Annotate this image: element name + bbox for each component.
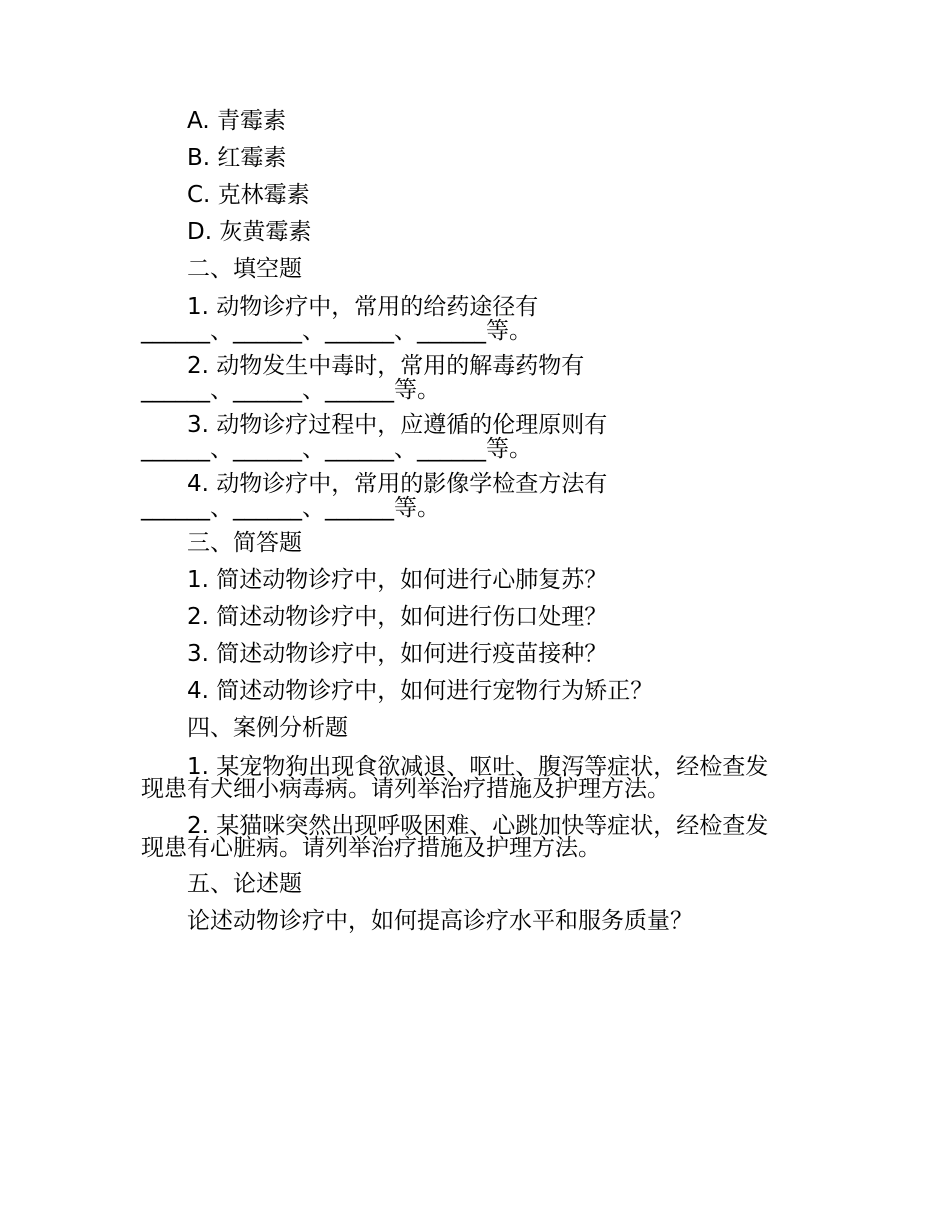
case-question-2: 2. 某猫咪突然出现呼吸困难、心跳加快等症状，经检查发 [187, 813, 769, 839]
option-d: D. 灰黄霉素 [187, 219, 312, 245]
case-question-1: 1. 某宠物狗出现食欲减退、呕吐、腹泻等症状，经检查发 [187, 754, 769, 780]
case-question-1-cont: 现患有犬细小病毒病。请列举治疗措施及护理方法。 [141, 776, 670, 802]
fill-question-2: 2. 动物发生中毒时，常用的解毒药物有 [187, 353, 585, 379]
essay-question: 论述动物诊疗中，如何提高诊疗水平和服务质量？ [187, 908, 693, 934]
fill-question-4: 4. 动物诊疗中，常用的影像学检查方法有 [187, 471, 608, 497]
option-a: A. 青霉素 [187, 108, 286, 134]
fill-question-4-blanks: ______、______、______等。 [141, 495, 440, 521]
fill-question-1-blanks: ______、______、______、______等。 [141, 318, 532, 344]
fill-question-1: 1. 动物诊疗中，常用的给药途径有 [187, 294, 539, 320]
case-question-2-cont: 现患有心脏病。请列举治疗措施及护理方法。 [141, 835, 601, 861]
option-c: C. 克林霉素 [187, 182, 310, 208]
short-question-4: 4. 简述动物诊疗中，如何进行宠物行为矫正？ [187, 678, 654, 704]
section-heading-essay: 五、论述题 [187, 871, 302, 897]
fill-question-3-blanks: ______、______、______、______等。 [141, 436, 532, 462]
fill-question-3: 3. 动物诊疗过程中，应遵循的伦理原则有 [187, 412, 608, 438]
short-question-3: 3. 简述动物诊疗中，如何进行疫苗接种？ [187, 641, 608, 667]
short-question-1: 1. 简述动物诊疗中，如何进行心肺复苏？ [187, 567, 608, 593]
section-heading-case: 四、案例分析题 [187, 715, 348, 741]
section-heading-fill: 二、填空题 [187, 256, 302, 282]
option-b: B. 红霉素 [187, 145, 287, 171]
section-heading-short: 三、简答题 [187, 530, 302, 556]
short-question-2: 2. 简述动物诊疗中，如何进行伤口处理？ [187, 604, 608, 630]
fill-question-2-blanks: ______、______、______等。 [141, 377, 440, 403]
